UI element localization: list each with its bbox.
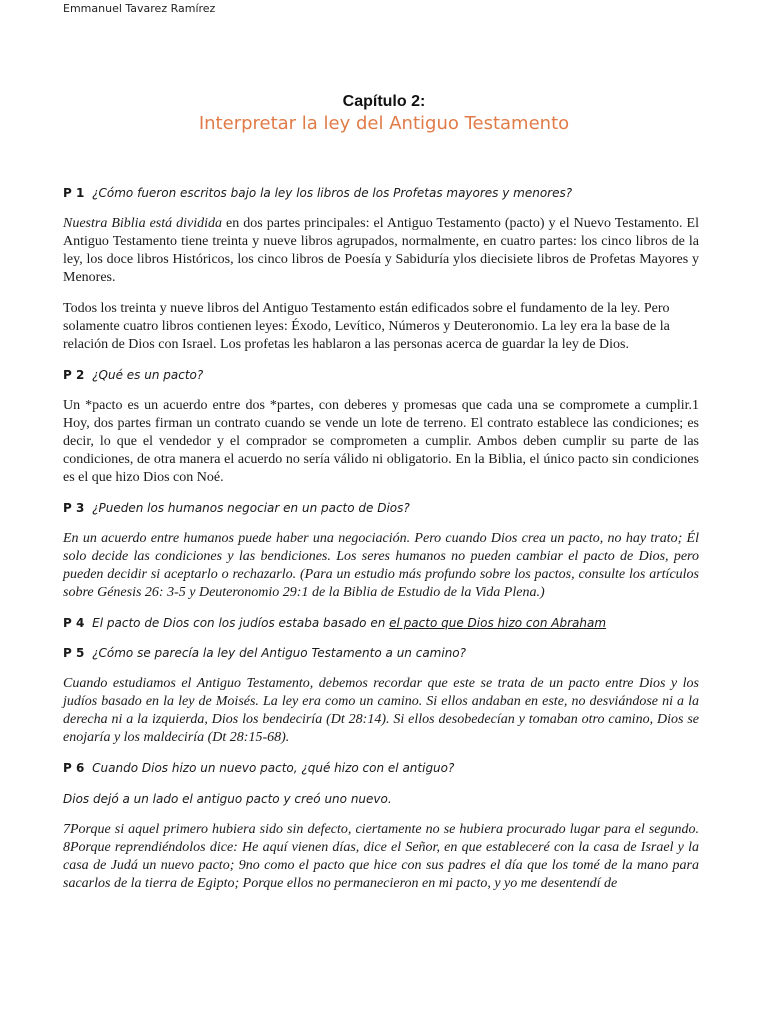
question-p5 <box>63 645 699 662</box>
answer-p1-paragraph-1 <box>63 215 699 287</box>
question-p4 <box>63 615 699 632</box>
chapter-subtitle: Interpretar la ley del Antiguo Testamento <box>198 113 570 134</box>
question-number: P 4 <box>63 616 85 630</box>
answer-p6: Dios dejó a un lado el antiguo pacto y creó uno nuevo. <box>63 792 392 806</box>
document-body <box>63 185 699 906</box>
question-number: P 5 <box>63 646 85 660</box>
scripture-quote: 7Porque si aquel primero hubiera sido sin defecto, ciertamente no se hubiera procurado lugar para el segundo. 8Porque reprendiéndolos dice: He aquí vienen días, dice el Señor, en que estableceré con la casa de Israel y la casa de Judá un nuevo pacto; 9no como el pacto que hice con sus padres el día que los tomé de la mano para sacarlos de la tierra de Egipto; Porque ellos no permanecieron en mi pacto, y yo me desentendí de <box>63 822 699 891</box>
question-text: El pacto de Dios con los judíos estaba basado en <box>92 616 390 630</box>
answer-p5: Cuando estudiamos el Antiguo Testamento, debemos recordar que este se trata de un pacto entre Dios y los judíos basado en la ley de Moisés. La ley era como un camino. Si ellos andaban en este, no desviándose ni a la derecha ni a la izquierda, Dios los bendeciría (Dt 28:14). Si ellos desobedecían y tomaban otro camino, Dios se enojaría y los maldeciría (Dt 28:15-68). <box>63 676 699 745</box>
question-number: P 6 <box>63 761 85 775</box>
question-text: ¿Cómo fueron escritos bajo la ley los libros de los Profetas mayores y menores? <box>92 186 573 200</box>
question-text: ¿Cómo se parecía la ley del Antiguo Testamento a un camino? <box>92 646 467 660</box>
question-p3 <box>63 500 699 517</box>
chapter-title: Capítulo 2: <box>342 93 426 110</box>
question-number: P 3 <box>63 501 85 515</box>
question-p6 <box>63 760 699 777</box>
question-text: ¿Pueden los humanos negociar en un pacto de Dios? <box>92 501 410 515</box>
question-text: Cuando Dios hizo un nuevo pacto, ¿qué hizo con el antiguo? <box>92 761 455 775</box>
answer-text: en dos partes principales: el Antiguo Testamento (pacto) y el Nuevo Testamento. El Antiguo Testamento tiene treinta y nueve libros agrupados, normalmente, en cuatro partes: los cinco libros de la ley, los doce libros Históricos, los cinco libros de Poesía y Sabiduría ylos diecisiete libros de Profetas Mayores y Menores. <box>63 216 699 285</box>
answer-p1-paragraph-2: Todos los treinta y nueve libros del Antiguo Testamento están edificados sobre el fundamento de la ley. Pero solamente cuatro libros contienen leyes: Éxodo, Levítico, Números y Deuteronomio. La ley era la base de la relación de Dios con Israel. Los profetas les hablaron a las personas acerca de guardar la ley de Dios. <box>63 301 670 352</box>
question-number: P 1 <box>63 186 85 200</box>
question-text: ¿Qué es un pacto? <box>92 368 204 382</box>
answer-p3: En un acuerdo entre humanos puede haber una negociación. Pero cuando Dios crea un pacto, no hay trato; Él solo decide las condiciones y las bendiciones. Los seres humanos no pueden cambiar el pacto de Dios, pero pueden decidir si aceptarlo o rechazarlo. (Para un estudio más profundo sobre los pactos, consulte los artículos sobre Génesis 26: 3-5 y Deuteronomio 29:1 de la Biblia de Estudio de la Vida Plena.) <box>63 531 699 600</box>
author-name: Emmanuel Tavarez Ramírez <box>63 2 216 15</box>
answer-italic-lead: Nuestra Biblia está dividida <box>63 216 223 231</box>
question-p2 <box>63 367 699 384</box>
question-number: P 2 <box>63 368 85 382</box>
question-p1 <box>63 185 699 202</box>
fill-in-answer: el pacto que Dios hizo con Abraham <box>389 616 607 630</box>
answer-p2: Un *pacto es un acuerdo entre dos *partes, con deberes y promesas que cada una se compromete a cumplir.1 Hoy, dos partes firman un contrato cuando se vende un lote de terreno. El contrato establece las condiciones; es decir, lo que el vendedor y el comprador se comprometen a cumplir. Ambos deben cumplir su parte de las condiciones, de otra manera el acuerdo no sería válido ni obligatorio. En la Biblia, el único pacto sin condiciones es el que hizo Dios con Noé. <box>63 398 699 485</box>
